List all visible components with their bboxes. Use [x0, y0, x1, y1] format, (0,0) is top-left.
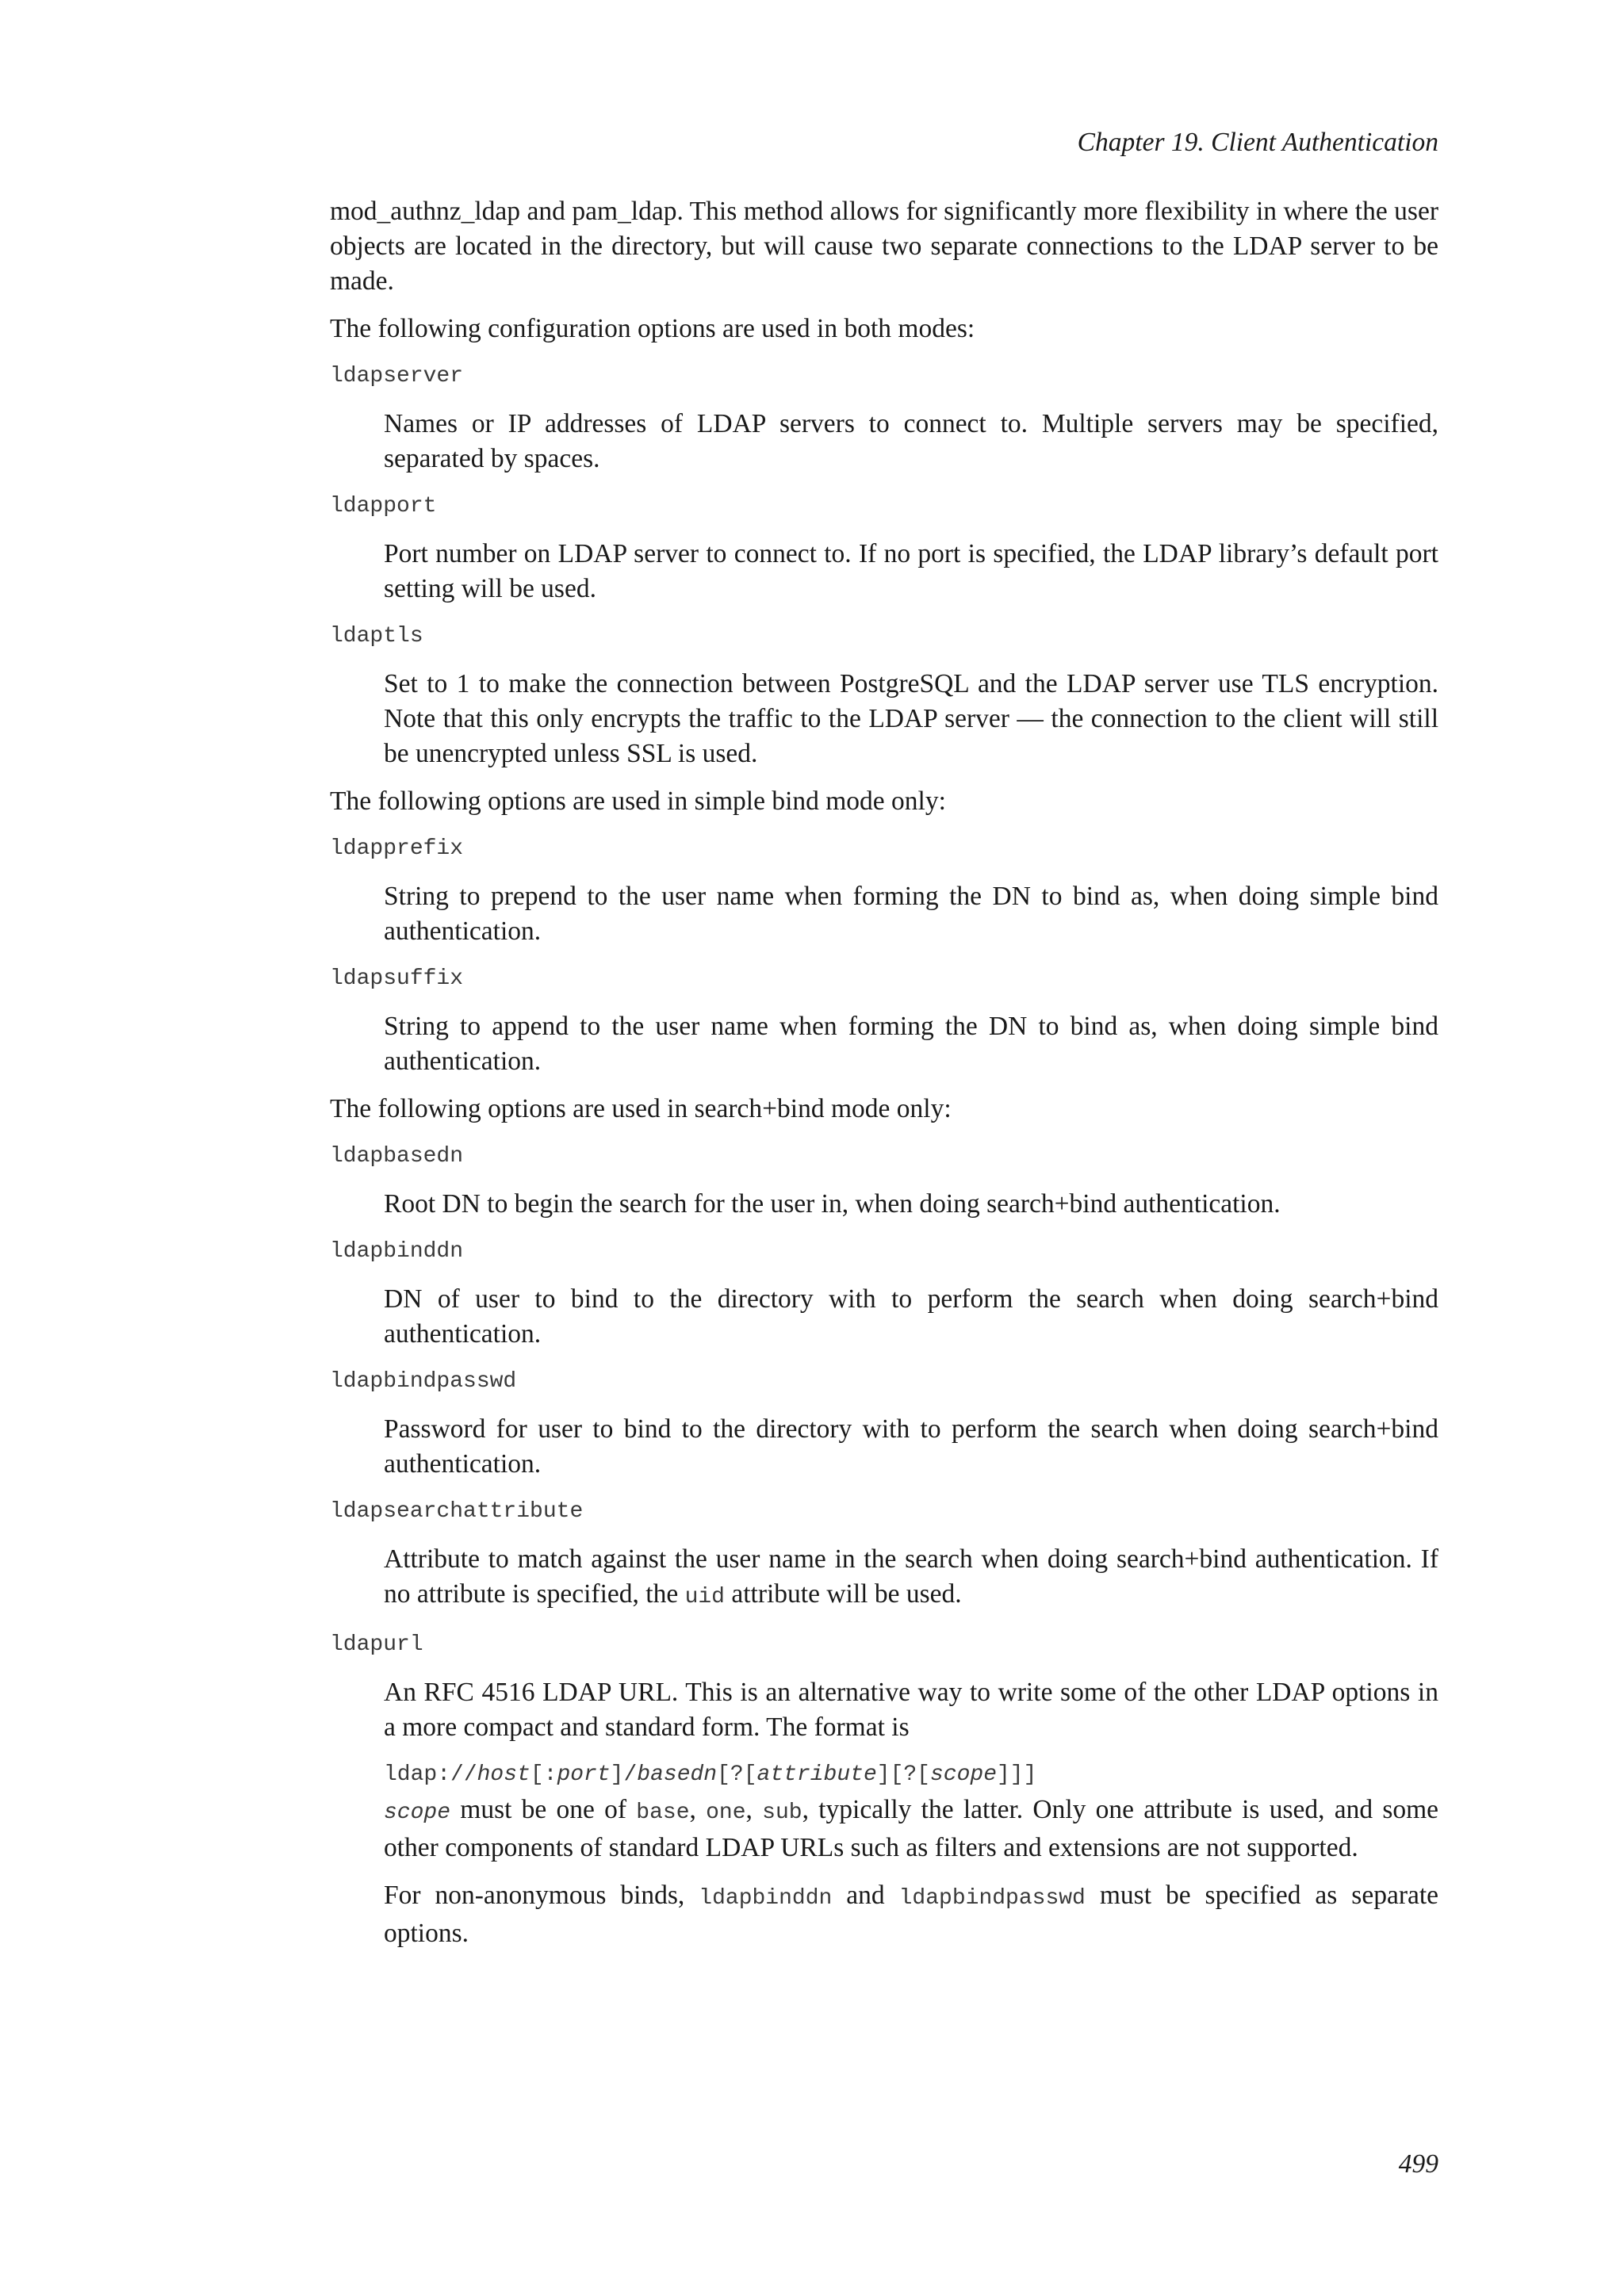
desc-ldapsearchattribute: [384, 1542, 1438, 1615]
nonanon-text: must be specified as separate options.: [384, 1881, 1439, 1948]
intro-paragraph: mod_authnz_ldap and pam_ldap. This method allows for significantly more flexibility in where the user objects are located in the directory, but will cause two separate connections to the LDAP server to be made.: [330, 197, 1438, 296]
desc-ldapport: [384, 537, 1438, 607]
inline-code-uid: uid: [684, 1585, 725, 1609]
term-ldapbinddn: ldapbinddn: [330, 1239, 464, 1264]
desc-text: An RFC 4516 LDAP URL. This is an alternative way to write some of the other LDAP options in a more compact and standard form. The format is: [384, 1678, 1438, 1742]
nonanon-text: For non-anonymous binds,: [384, 1881, 685, 1910]
url-scope: scope: [929, 1762, 997, 1787]
url-port: port: [557, 1762, 611, 1787]
url-part: [?[: [717, 1762, 757, 1787]
page-content: [330, 194, 1438, 1964]
nonanon-text: and: [846, 1881, 885, 1910]
desc-ldapbasedn: [384, 1187, 1438, 1222]
desc-ldapbindpasswd: [384, 1412, 1438, 1482]
desc-text-after: attribute will be used.: [731, 1579, 962, 1609]
term-ldaptls: ldaptls: [330, 624, 423, 649]
inline-code-one: one: [706, 1800, 746, 1825]
scope-sep: ,: [689, 1795, 696, 1824]
desc-text: Set to 1 to make the connection between PostgreSQL and the LDAP server use TLS encryption. Note that this only encrypts the traffic to the LDAP server — the connection to the client will still be unencrypted unless SSL is used.: [384, 669, 1438, 768]
desc-text-before: Attribute to match against the user name in the search when doing search+bind authentication. If no attribute is specified, the: [384, 1544, 1438, 1609]
desc-ldapbinddn: [384, 1282, 1438, 1352]
url-part: ]]]: [997, 1762, 1037, 1787]
term-ldapbindpasswd: ldapbindpasswd: [330, 1369, 517, 1394]
term-ldapport: ldapport: [330, 494, 437, 519]
scope-note-text: , typically the latter. Only one attribute is used, and some other components of standard LDAP URLs such as filters and extensions are not supported.: [384, 1795, 1439, 1862]
desc-text: DN of user to bind to the directory with to perform the search when doing search+bind authentication.: [384, 1284, 1438, 1349]
desc-text: String to append to the user name when forming the DN to bind as, when doing simple bind authentication.: [384, 1012, 1438, 1076]
term-ldapserver: ldapserver: [330, 364, 464, 388]
scope-sep: ,: [745, 1795, 753, 1824]
url-part: ][?[: [876, 1762, 930, 1787]
url-basedn: basedn: [637, 1762, 718, 1787]
scope-note-text: must be one of: [460, 1795, 627, 1824]
term-ldapsearchattribute: ldapsearchattribute: [330, 1499, 584, 1524]
desc-text: Password for user to bind to the directory with to perform the search when doing search+bind authentication.: [384, 1414, 1438, 1479]
desc-text: Names or IP addresses of LDAP servers to connect to. Multiple servers may be specified, separated by spaces.: [384, 409, 1438, 473]
ldap-url-format: [384, 1758, 1438, 1793]
desc-ldaptls: [384, 667, 1438, 771]
desc-ldapsuffix: [384, 1009, 1438, 1079]
inline-code-ldapbinddn: ldapbinddn: [699, 1886, 833, 1911]
term-ldapsuffix: ldapsuffix: [330, 966, 464, 991]
inline-code-base: base: [636, 1800, 690, 1825]
nonanon-note: [384, 1878, 1438, 1951]
scope-word: scope: [384, 1800, 451, 1825]
url-part: [:: [530, 1762, 557, 1787]
desc-text: Port number on LDAP server to connect to. If no port is specified, the LDAP library’s default port setting will be used.: [384, 539, 1438, 603]
term-ldapprefix: ldapprefix: [330, 836, 464, 861]
term-ldapbasedn: ldapbasedn: [330, 1144, 464, 1169]
inline-code-sub: sub: [762, 1800, 802, 1825]
url-part: ldap://: [384, 1762, 477, 1787]
desc-text: Root DN to begin the search for the user in, when doing search+bind authentication.: [384, 1189, 1281, 1219]
desc-ldapprefix: [384, 879, 1438, 949]
desc-ldapurl: [384, 1675, 1438, 1951]
running-header: Chapter 19. Client Authentication: [1077, 128, 1438, 157]
url-host: host: [477, 1762, 530, 1787]
scope-note: [384, 1793, 1438, 1866]
term-ldapurl: ldapurl: [330, 1632, 423, 1657]
desc-text: [384, 1542, 1438, 1615]
url-part: ]/: [610, 1762, 638, 1787]
desc-text: String to prepend to the user name when forming the DN to bind as, when doing simple bind authentication.: [384, 882, 1438, 946]
section-both-lead: The following configuration options are used in both modes:: [330, 314, 975, 343]
desc-ldapserver: [384, 407, 1438, 476]
page-number: 499: [1398, 2149, 1438, 2179]
url-attribute: attribute: [756, 1762, 877, 1787]
section-simple-lead: The following options are used in simple bind mode only:: [330, 786, 946, 816]
section-search-lead: The following options are used in search+bind mode only:: [330, 1094, 952, 1123]
inline-code-ldapbindpasswd: ldapbindpasswd: [898, 1886, 1086, 1911]
